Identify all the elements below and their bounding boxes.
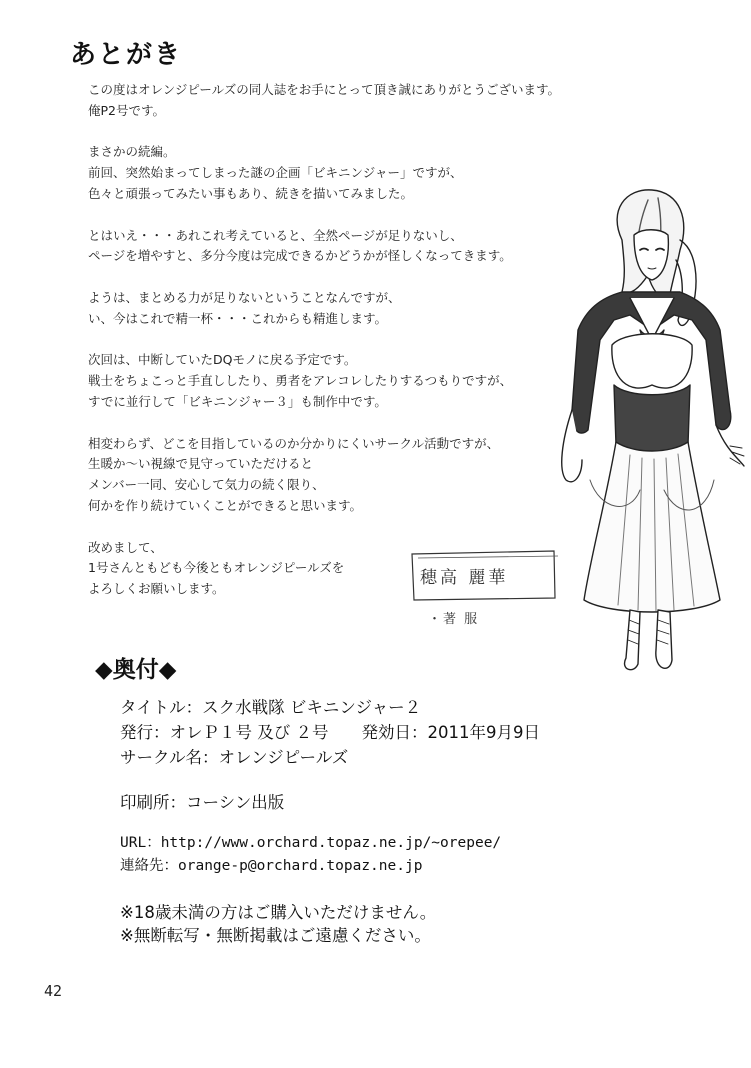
afterword-line: 1号さんともども今後ともオレンジピールズを <box>88 560 345 576</box>
afterword-line: 何かを作り続けていくことができると思います。 <box>88 497 363 513</box>
afterword-line: 前回、突然始まってしまった謎の企画「ビキニンジャー」ですが、 <box>88 165 463 181</box>
afterword-line: 色々と頑張ってみたい事もあり、続きを描いてみました。 <box>88 185 414 201</box>
afterword-line: い、今はこれで精一杯・・・これからも精進します。 <box>88 310 388 326</box>
afterword-heading: あとがき <box>70 40 183 70</box>
colophon-notice-copy: ※無断転写・無断掲載はご遠慮ください。 <box>120 926 431 945</box>
afterword-line: 改めまして、 <box>88 539 163 555</box>
page-number: 42 <box>44 982 63 1000</box>
colophon-publisher-line: 発行：オレＰ１号 及び ２号 発効日：2011年9月9日 <box>120 723 540 742</box>
afterword-line: とはいえ・・・あれこれ考えていると、全然ページが足りないし、 <box>88 227 463 243</box>
skirt-outline <box>584 442 720 612</box>
signature-name: 穂高 麗華 <box>420 568 509 588</box>
colophon-title: ◆奥付◆ <box>95 657 177 683</box>
colophon-notice-age: ※18歳未満の方はご購入いただけません。 <box>120 903 437 922</box>
signature-sub: ・著 服 <box>428 612 480 627</box>
colophon-title-line: タイトル：スク水戦隊 ビキニンジャー２ <box>120 698 422 717</box>
colophon-contact-line: 連絡先：orange-p@orchard.topaz.ne.jp <box>120 858 423 874</box>
afterword-line: 相変わらず、どこを目指しているのか分かりにくいサークル活動ですが、 <box>88 435 500 451</box>
afterword-line: 次回は、中断していたDQモノに戻る予定です。 <box>88 352 357 368</box>
character-illustration <box>530 180 745 680</box>
colophon-circle-line: サークル名：オレンジピールズ <box>120 748 349 767</box>
afterword-line: まさかの続編。 <box>88 144 176 160</box>
afterword-line: この度はオレンジピールズの同人誌をお手にとって頂き誠にありがとうございます。 <box>88 82 561 97</box>
afterword-line: よろしくお願いします。 <box>88 581 225 597</box>
afterword-line: 生暖か～い視線で見守っていただけると <box>88 456 314 472</box>
afterword-line: メンバー一同、安心して気力の続く限り、 <box>88 477 325 493</box>
afterword-line: 俺P2号です。 <box>88 102 165 118</box>
colophon-url-line: URL：http://www.orchard.topaz.ne.jp/~orepee/ <box>120 835 502 851</box>
afterword-line: ようは、まとめる力が足りないということなんですが、 <box>88 289 401 305</box>
colophon-printer-line: 印刷所：コーシン出版 <box>120 793 285 812</box>
afterword-line: 戦士をちょこっと手直ししたり、勇者をアレコレしたりするつもりですが、 <box>88 373 513 389</box>
afterword-paragraph <box>88 80 648 122</box>
boots-outline <box>625 610 640 670</box>
afterword-line: ページを増やすと、多分今度は完成できるかどうかが怪しくなってきます。 <box>88 248 512 264</box>
afterword-line: すでに並行して「ビキニンジャー３」も制作中です。 <box>88 393 387 409</box>
